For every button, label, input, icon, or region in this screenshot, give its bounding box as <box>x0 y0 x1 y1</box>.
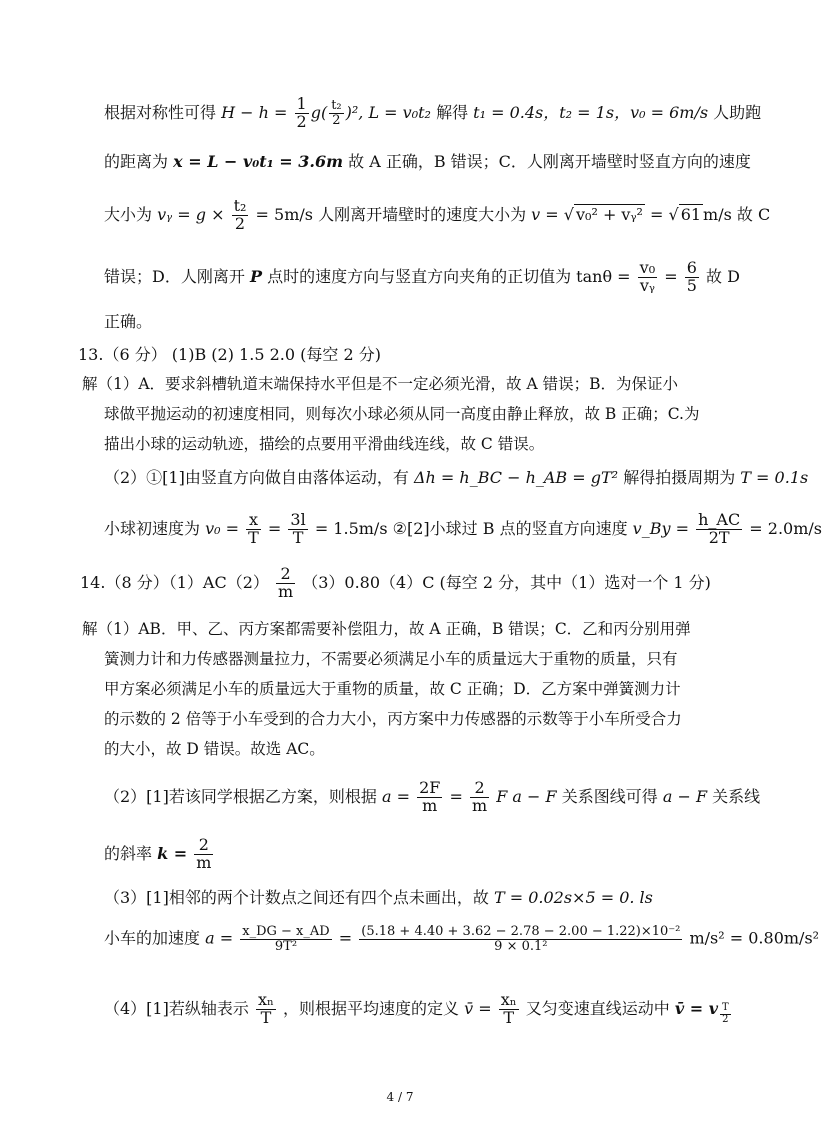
fraction <box>696 512 742 547</box>
equation: = <box>267 518 282 538</box>
text-segment: （3）[1]相邻的两个计数点之间还有四个点未画出，故 <box>104 888 489 907</box>
equation: = 1.5m/s <box>314 518 388 538</box>
text-segment: 解得 <box>436 102 469 122</box>
fraction <box>256 992 276 1027</box>
text-segment: 点时的速度方向与竖直方向夹角的正切值为 <box>267 266 572 286</box>
fraction <box>470 780 489 815</box>
text-line <box>104 837 215 872</box>
question-header: 13.（6 分） (1)B (2) 1.5 2.0 (每空 2 分) <box>78 345 381 364</box>
variable: P <box>249 266 262 286</box>
equation: T = 0.1s <box>740 468 809 487</box>
equation: vᵧ = g × <box>157 204 225 224</box>
denominator: m <box>471 795 488 815</box>
text-line: 甲方案必须满足小车的质量远大于重物的质量，故 C 正确；D．乙方案中弹簧测力计 <box>104 680 681 698</box>
page-number: 4 / 7 <box>386 1090 414 1104</box>
fraction <box>359 925 682 953</box>
equation: g( <box>310 102 328 122</box>
fraction <box>638 260 657 295</box>
numerator: 6 <box>686 258 697 277</box>
text-segment: ②[2]小球过 B 点的竖直方向速度 <box>392 518 628 538</box>
text-segment: 人刚离开墙壁时的速度大小为 <box>318 204 527 224</box>
denominator: 2 <box>722 1013 729 1025</box>
text-segment: 解得拍摄周期为 <box>623 468 736 487</box>
denominator: m <box>277 581 294 601</box>
denominator: T <box>248 527 259 547</box>
denominator: 2 <box>332 112 341 128</box>
equation: = 2.0m/s <box>749 518 822 538</box>
numerator: xₙ <box>500 990 517 1009</box>
text-line: 解（1）AB．甲、乙、丙方案都需要补偿阻力，故 A 正确，B 错误；C．乙和丙分别用弹 <box>82 620 691 638</box>
numerator: t₂ <box>331 98 342 114</box>
text-line: 描出小球的运动轨迹，描绘的点要用平滑曲线连线，故 C 错误。 <box>104 435 545 453</box>
denominator: 2 <box>296 111 307 131</box>
text-segment: 根据对称性可得 <box>104 102 217 122</box>
equation: a − F <box>512 786 557 806</box>
denominator: T <box>503 1007 515 1027</box>
numerator: 3l <box>290 510 306 529</box>
text-line: 的示数的 2 倍等于小车受到的合力大小，丙方案中力传感器的示数等于小车所受合力 <box>104 710 682 728</box>
text-line: 的大小，故 D 错误。故选 AC。 <box>104 740 325 758</box>
equation: tanθ = <box>576 266 631 286</box>
equation: = <box>449 786 463 806</box>
numerator: T <box>722 1002 729 1014</box>
text-segment: 的距离为 <box>104 152 169 171</box>
text-line <box>104 780 760 815</box>
equation: v_By = <box>632 518 689 538</box>
equation: = <box>338 928 353 948</box>
equation: v̄ = <box>464 998 492 1018</box>
equation: = <box>664 266 678 286</box>
equation: )², L = v₀t₂ <box>345 102 431 122</box>
equation: m/s² = 0.80m/s² <box>689 928 820 948</box>
text-segment: 小车的加速度 <box>104 928 201 948</box>
text-segment: 14.（8 分）（1）AC（2） <box>80 572 269 592</box>
denominator: m <box>422 795 438 815</box>
fraction <box>276 566 295 601</box>
numerator: h_AC <box>698 510 741 529</box>
text-segment: ，则根据平均速度的定义 <box>283 998 460 1018</box>
fraction <box>685 260 699 295</box>
denominator: m <box>196 852 212 872</box>
text-segment: 故 D <box>706 266 740 286</box>
text-segment: 大小为 <box>104 204 153 224</box>
text-segment: （2）[1]若该同学根据乙方案，则根据 <box>104 786 377 806</box>
text-segment: （4）[1]若纵轴表示 <box>104 998 249 1018</box>
text-segment: 又匀变速直线运动中 <box>525 998 670 1018</box>
text-segment: 关系线 <box>712 786 761 806</box>
fraction <box>246 512 261 547</box>
text-segment: 人助跑 <box>713 102 762 122</box>
fraction <box>295 96 309 131</box>
denominator: 2T <box>708 527 730 547</box>
text-segment: （3）0.80（4）C (每空 2 分，其中（1）选对一个 1 分) <box>302 572 711 592</box>
numerator: xₙ <box>257 990 274 1009</box>
fraction <box>240 925 331 953</box>
numerator: v₀ <box>639 258 656 277</box>
equation: v̄ = v <box>674 998 719 1018</box>
denominator: 9T² <box>274 938 298 954</box>
text-segment: 错误；D．人刚离开 <box>104 266 245 286</box>
numerator: 2 <box>276 566 295 584</box>
numerator: x <box>246 512 261 530</box>
text-line <box>104 260 740 295</box>
denominator: vᵧ <box>639 275 655 295</box>
text-line <box>104 512 822 547</box>
sqrt-expression: 61 <box>680 204 702 224</box>
fraction <box>499 992 519 1027</box>
text-line <box>104 96 761 131</box>
text-line <box>104 150 751 174</box>
numerator: (5.18 + 4.40 + 3.62 − 2.78 − 2.00 − 1.22)×10⁻² <box>361 924 681 939</box>
denominator: 9 × 0.1² <box>494 938 548 954</box>
fraction <box>417 780 442 815</box>
equation: Δh = h_BC − h_AB = gT² <box>413 468 619 487</box>
fraction <box>329 99 343 127</box>
equation: v₀ = <box>205 518 240 538</box>
denominator: 2 <box>234 213 246 233</box>
text-segment: 小球初速度为 <box>104 518 201 538</box>
equation: k = <box>157 843 188 863</box>
text-line <box>104 886 653 910</box>
text-line <box>104 992 733 1027</box>
denominator: 5 <box>686 275 697 295</box>
denominator: T <box>292 527 304 547</box>
equation: a = <box>381 786 410 806</box>
text-line: 球做平抛运动的初速度相同，则每次小球必须从同一高度由静止释放，故 B 正确；C.为 <box>104 405 700 423</box>
numerator: 2F <box>419 778 441 797</box>
text-segment: 的斜率 <box>104 843 153 863</box>
equation: = 5m/s <box>255 204 313 224</box>
fraction <box>194 837 213 872</box>
sqrt-expression: v₀² + vᵧ² <box>575 204 643 224</box>
question-header <box>80 566 711 601</box>
text-line: 正确。 <box>104 312 153 331</box>
numerator: x_DG − x_AD <box>242 924 330 939</box>
variable: F <box>496 786 508 806</box>
numerator: 2 <box>470 780 489 798</box>
denominator: T <box>260 1007 272 1027</box>
numerator: t₂ <box>233 196 247 215</box>
text-segment: （2）①[1]由竖直方向做自由落体运动，有 <box>104 468 409 487</box>
text-segment: 故 A 正确，B 错误；C．人刚离开墙壁时竖直方向的速度 <box>348 152 751 171</box>
equation: a − F <box>662 786 708 806</box>
text-line <box>104 925 819 953</box>
unit: m/s <box>703 204 732 224</box>
fraction <box>232 198 249 233</box>
text-line <box>104 466 808 490</box>
subscript-fraction <box>720 1003 731 1025</box>
equation: H − h = <box>221 102 288 122</box>
equation: = <box>650 204 664 224</box>
equation: T = 0.02s×5 = 0. ls <box>493 888 653 907</box>
equation: a = <box>205 928 234 948</box>
equation: v = <box>531 204 559 224</box>
numerator: 2 <box>194 837 213 855</box>
text-line: 大小为 vᵧ = g × $\frac{\text{t₂}}{2}$ = 5m/s 人刚离开墙壁时的速度大小为 v = √ v₀² + vᵧ² = √ 61 m/s 故 C <box>104 196 771 233</box>
equation: x = L − v₀t₁ = 3.6m <box>173 152 344 171</box>
equation: t₁ = 0.4s，t₂ = 1s，v₀ = 6m/s <box>473 102 709 122</box>
numerator: 1 <box>296 94 307 113</box>
fraction <box>288 512 307 547</box>
text-segment: 故 C <box>736 204 771 224</box>
text-line: 解（1）A．要求斜槽轨道末端保持水平但是不一定必须光滑，故 A 错误；B．为保证小 <box>82 375 678 393</box>
text-line: 簧测力计和力传感器测量拉力，不需要必须满足小车的质量远大于重物的质量，只有 <box>104 650 678 668</box>
text-segment: 关系图线可得 <box>561 786 658 806</box>
